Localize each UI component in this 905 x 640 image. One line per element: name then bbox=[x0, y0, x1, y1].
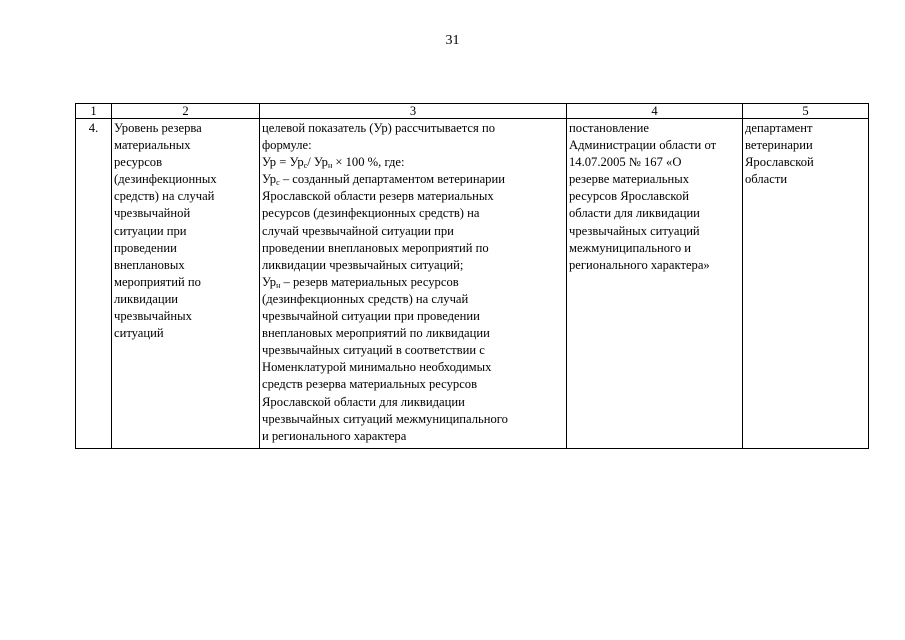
text-line: проведении внеплановых мероприятий по bbox=[262, 240, 489, 255]
definition-term: Ур bbox=[262, 172, 277, 187]
text-line: Ярославской области резерв материальных bbox=[262, 189, 494, 204]
text-line: резерве материальных bbox=[569, 172, 690, 187]
text-line: внеплановых bbox=[114, 257, 185, 272]
text-line: Ярославской области для ликвидации bbox=[262, 394, 465, 409]
definition-subscript: н bbox=[276, 280, 281, 290]
definition-term: Ур bbox=[262, 274, 277, 289]
column-header-2: 2 bbox=[112, 104, 260, 119]
text-line: департамент bbox=[745, 121, 813, 135]
text-line: регионального характера» bbox=[569, 257, 710, 272]
column-header-1: 1 bbox=[76, 104, 112, 119]
text-line: чрезвычайной ситуации при проведении bbox=[262, 309, 480, 324]
text-line: Администрации области от bbox=[569, 138, 717, 153]
text-line: ресурсов bbox=[114, 155, 163, 170]
text-line: ресурсов (дезинфекционных средств) на bbox=[262, 206, 480, 221]
page-number: 31 bbox=[445, 33, 460, 48]
text-line: мероприятий по bbox=[114, 274, 201, 289]
formula-part: / Ур bbox=[307, 155, 328, 170]
row-number-cell: 4. bbox=[76, 119, 112, 449]
formula-part: Ур = Ур bbox=[262, 155, 304, 170]
text-line: средств) на случай bbox=[114, 189, 215, 204]
text-line: внеплановых мероприятий по ликвидации bbox=[262, 326, 490, 341]
text-line: чрезвычайной bbox=[114, 206, 191, 221]
column-header-3: 3 bbox=[260, 104, 567, 119]
calculation-cell bbox=[260, 119, 567, 449]
indicator-name-cell bbox=[112, 119, 260, 449]
responsible-cell bbox=[743, 119, 869, 449]
text-line: и регионального характера bbox=[262, 428, 407, 443]
text-line: ресурсов Ярославской bbox=[569, 189, 689, 204]
indicator-table bbox=[75, 103, 869, 449]
text-line: (дезинфекционных средств) на случай bbox=[262, 291, 469, 306]
formula-subscript: с bbox=[303, 161, 308, 171]
definition-text: – созданный департаментом ветеринарии bbox=[279, 172, 505, 187]
text-line: чрезвычайных ситуаций межмуниципального bbox=[262, 411, 508, 426]
column-header-4: 4 bbox=[567, 104, 743, 119]
text-line: ситуаций bbox=[114, 326, 164, 341]
text-line: средств резерва материальных ресурсов bbox=[262, 377, 478, 392]
column-header-5: 5 bbox=[743, 104, 869, 119]
definition-subscript: с bbox=[276, 178, 280, 188]
definition-text: – резерв материальных ресурсов bbox=[280, 274, 459, 289]
text-line: постановление bbox=[569, 121, 649, 135]
text-line: Уровень резерва bbox=[114, 121, 202, 135]
text-line: чрезвычайных ситуаций bbox=[569, 223, 700, 238]
text-line: области для ликвидации bbox=[569, 206, 700, 221]
text-line: межмуниципального и bbox=[569, 240, 692, 255]
text-line: чрезвычайных ситуаций в соответствии с bbox=[262, 343, 485, 358]
text-line: целевой показатель (Ур) рассчитывается по bbox=[262, 121, 495, 135]
text-line: материальных bbox=[114, 138, 191, 153]
formula-line bbox=[262, 154, 566, 171]
table-row bbox=[76, 119, 869, 449]
source-document-cell bbox=[567, 119, 743, 449]
formula-subscript: н bbox=[327, 161, 333, 171]
text-line: Ярославской bbox=[745, 155, 814, 170]
definition-line bbox=[262, 171, 566, 188]
text-line: проведении bbox=[114, 240, 177, 255]
text-line: (дезинфекционных bbox=[114, 172, 217, 187]
definition-line bbox=[262, 274, 566, 291]
text-line: чрезвычайных bbox=[114, 309, 192, 324]
text-line: формуле: bbox=[262, 138, 312, 153]
formula-part: × 100 %, где: bbox=[332, 155, 405, 170]
text-line: ликвидации чрезвычайных ситуаций; bbox=[262, 257, 464, 272]
text-line: Номенклатурой минимально необходимых bbox=[262, 360, 492, 375]
table-header-row bbox=[76, 104, 869, 119]
text-line: случай чрезвычайной ситуации при bbox=[262, 223, 454, 238]
text-line: ситуации при bbox=[114, 223, 187, 238]
text-line: ветеринарии bbox=[745, 138, 813, 153]
text-line: ликвидации bbox=[114, 291, 179, 306]
text-line: области bbox=[745, 172, 788, 187]
text-line: 14.07.2005 № 167 «О bbox=[569, 155, 682, 170]
